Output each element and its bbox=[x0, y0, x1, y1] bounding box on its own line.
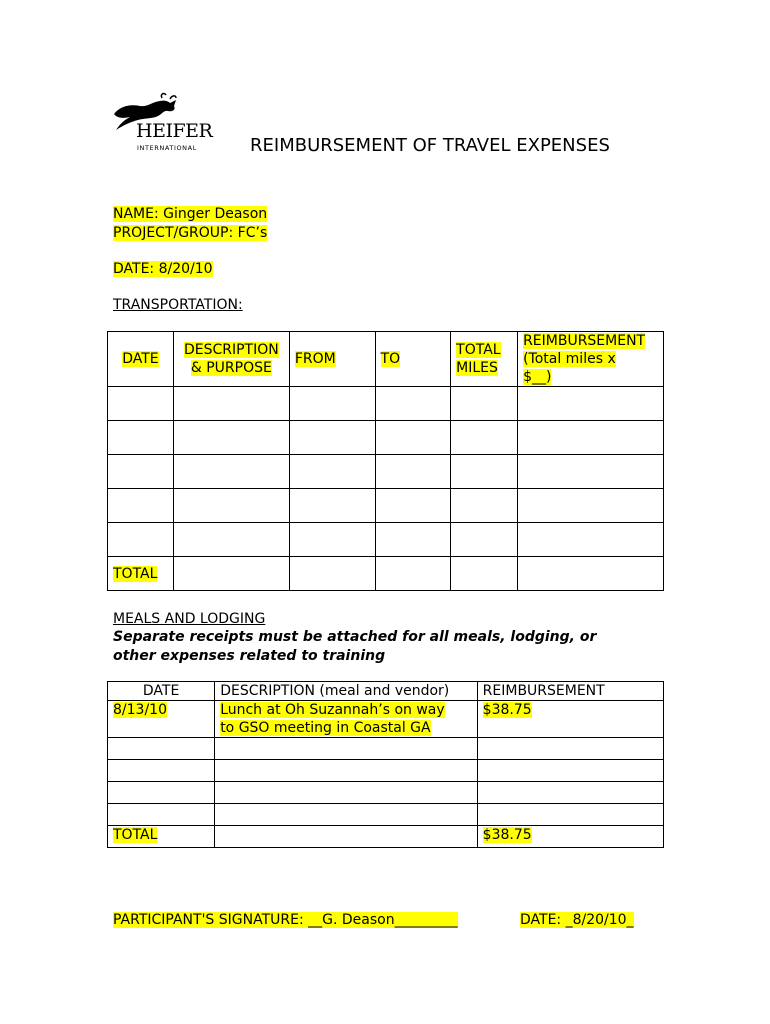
transportation-table bbox=[107, 331, 664, 591]
meals-header-row bbox=[108, 682, 664, 701]
meals-total-label: TOTAL bbox=[113, 827, 158, 843]
col-to: TO bbox=[375, 332, 451, 387]
col-description: DESCRIPTION & PURPOSE bbox=[173, 332, 289, 387]
meal-description-line2: to GSO meeting in Coastal GA bbox=[220, 720, 431, 736]
info-block bbox=[113, 205, 267, 243]
total-row bbox=[108, 557, 664, 591]
transport-total-label: TOTAL bbox=[113, 565, 158, 582]
signature-line bbox=[113, 911, 458, 930]
col-from: FROM bbox=[289, 332, 375, 387]
col-meal-date: DATE bbox=[108, 682, 215, 701]
table-row bbox=[108, 421, 664, 455]
col-date: DATE bbox=[108, 332, 174, 387]
logo-subtext: INTERNATIONAL bbox=[137, 144, 197, 152]
table-row bbox=[108, 387, 664, 421]
meal-description-line1: Lunch at Oh Suzannah’s on way bbox=[220, 702, 445, 718]
table-row bbox=[108, 489, 664, 523]
signature-date: DATE: _8/20/10_ bbox=[520, 912, 634, 928]
col-total-miles: TOTAL MILES bbox=[451, 332, 518, 387]
meals-note: Separate receipts must be attached for all meals, lodging, or other expenses related to training bbox=[113, 629, 597, 664]
signature-date-line bbox=[520, 911, 634, 930]
col-reimbursement: REIMBURSEMENT (Total miles x $__) bbox=[518, 332, 664, 387]
name-field: NAME: Ginger Deason bbox=[113, 206, 268, 222]
col-meal-reimbursement: REIMBURSEMENT bbox=[477, 682, 663, 701]
meals-heading: MEALS AND LODGING bbox=[113, 611, 266, 627]
transportation-heading: TRANSPORTATION: bbox=[113, 297, 243, 313]
participant-signature: PARTICIPANT'S SIGNATURE: __G. Deason_________ bbox=[113, 912, 458, 928]
logo-wordmark: HEIFER bbox=[136, 120, 213, 142]
meals-total-row bbox=[108, 826, 664, 848]
heifer-logo bbox=[110, 92, 213, 156]
page-title: REIMBURSEMENT OF TRAVEL EXPENSES bbox=[250, 135, 610, 156]
meal-amount: $38.75 bbox=[482, 702, 532, 718]
table-row bbox=[108, 523, 664, 557]
meals-total-amount: $38.75 bbox=[482, 827, 532, 843]
meals-table bbox=[107, 681, 664, 848]
date-field: DATE: 8/20/10 bbox=[113, 261, 213, 277]
table-row bbox=[108, 760, 664, 782]
table-row bbox=[108, 455, 664, 489]
table-row bbox=[108, 738, 664, 760]
col-meal-description: DESCRIPTION (meal and vendor) bbox=[215, 682, 477, 701]
table-header-row bbox=[108, 332, 664, 387]
project-field: PROJECT/GROUP: FC’s bbox=[113, 225, 268, 241]
table-row bbox=[108, 804, 664, 826]
table-row bbox=[108, 701, 664, 738]
meal-date: 8/13/10 bbox=[113, 702, 167, 718]
table-row bbox=[108, 782, 664, 804]
